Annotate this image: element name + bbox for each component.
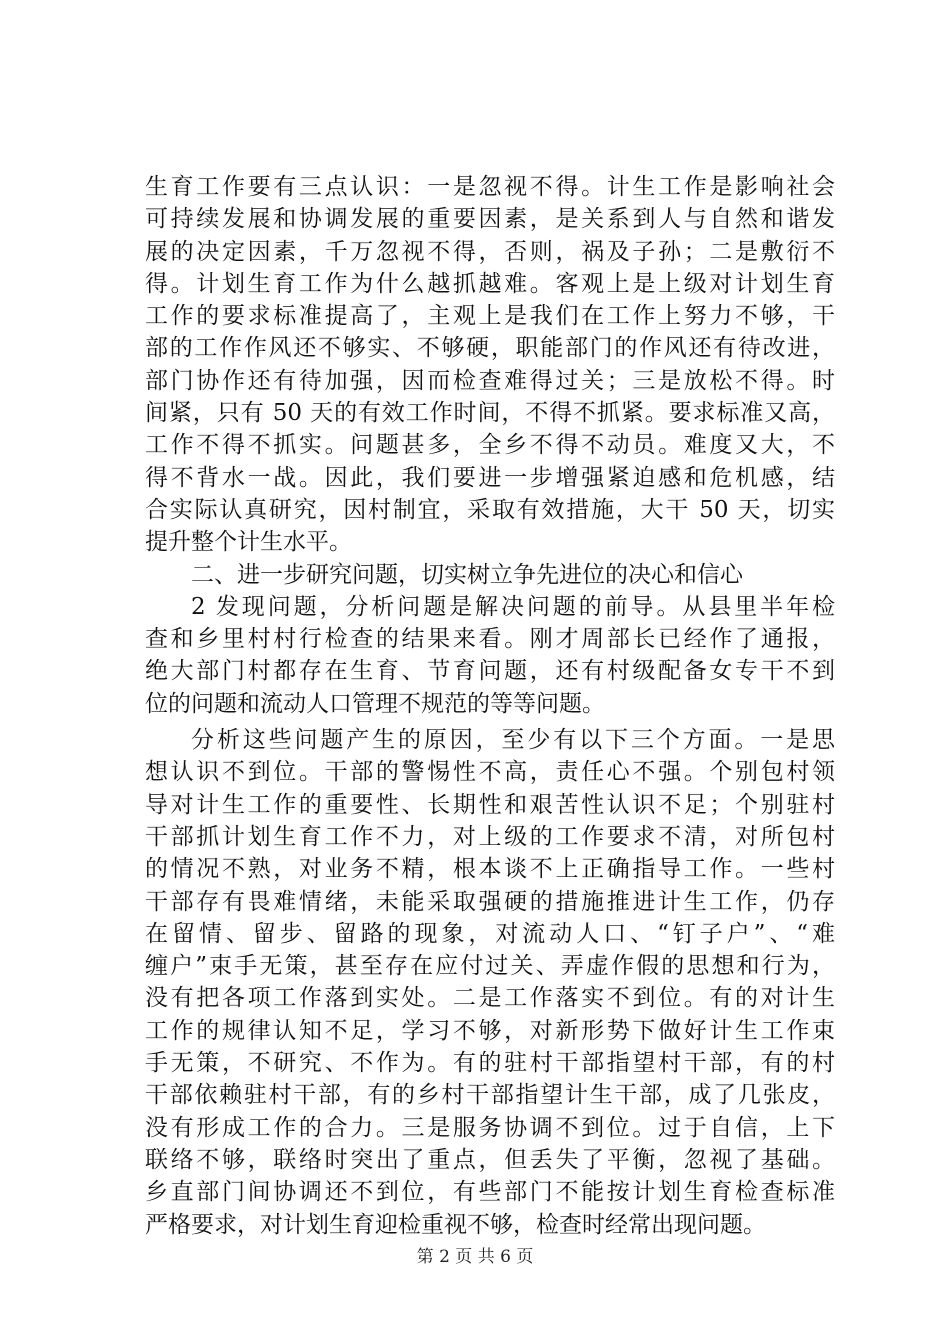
text-line: 生育工作要有三点认识：一是忽视不得。计生工作是影响社会 <box>145 174 835 200</box>
text-line: 的情况不熟，对业务不精，根本谈不上正确指导工作。一些村 <box>145 856 835 883</box>
text-line: 得。计划生育工作为什么越抓越难。客观上是上级对计划生育 <box>145 270 835 297</box>
page-number: 第 2 页 共 6 页 <box>416 1247 534 1267</box>
text-line: 2 发现问题，分析问题是解决问题的前导。从县里半年检 <box>191 593 835 620</box>
paragraph-awareness <box>145 171 835 559</box>
section-heading <box>145 559 835 591</box>
text-line: 提升整个计生水平。 <box>145 529 352 556</box>
text-line: 在留情、留步、留路的现象，对流动人口、“钉子户”、“难 <box>145 920 835 947</box>
text-line: 查和乡里村村行检查的结果来看。刚才周部长已经作了通报， <box>145 626 835 653</box>
text-line: 没有把各项工作落到实处。二是工作落实不到位。有的对计生 <box>145 985 835 1012</box>
text-line: 工作的规律认知不足，学习不够，对新形势下做好计生工作束 <box>145 1017 835 1044</box>
body-text <box>145 171 835 1241</box>
heading-line: 二、进一步研究问题，切实树立争先进位的决心和信心 <box>191 561 743 588</box>
paragraph-causes <box>145 724 835 1241</box>
text-line: 得不背水一战。因此，我们要进一步增强紧迫感和危机感，结 <box>145 464 835 491</box>
text-line: 干部存有畏难情绪，未能采取强硬的措施推进计生工作，仍存 <box>145 888 835 915</box>
paragraph-find-problems <box>145 591 835 720</box>
text-line: 干部依赖驻村干部，有的乡村干部指望计生干部，成了几张皮， <box>145 1082 835 1109</box>
text-line: 间紧，只有 50 天的有效工作时间，不得不抓紧。要求标准又高， <box>145 400 835 427</box>
text-line: 位的问题和流动人口管理不规范的等等问题。 <box>145 690 605 717</box>
text-line: 没有形成工作的合力。三是服务协调不到位。过于自信，上下 <box>145 1114 835 1141</box>
text-line: 想认识不到位。干部的警惕性不高，责任心不强。个别包村领 <box>145 759 835 786</box>
text-line: 部的工作作风还不够实、不够硬，职能部门的作风还有待改进， <box>145 335 835 362</box>
text-line: 导对计生工作的重要性、长期性和艰苦性认识不足；个别驻村 <box>145 791 835 818</box>
text-line: 展的决定因素，千万忽视不得，否则，祸及子孙；二是敷衍不 <box>145 238 835 265</box>
text-line: 部门协作还有待加强，因而检查难得过关；三是放松不得。时 <box>145 367 835 394</box>
text-line: 合实际认真研究，因村制宜，采取有效措施，大干 50 天，切实 <box>145 496 835 523</box>
text-line: 干部抓计划生育工作不力，对上级的工作要求不清，对所包村 <box>145 823 835 850</box>
text-line: 绝大部门村都存在生育、节育问题，还有村级配备女专干不到 <box>145 658 835 685</box>
text-line: 手无策，不研究、不作为。有的驻村干部指望村干部，有的村 <box>145 1050 835 1077</box>
text-line: 严格要求，对计划生育迎检重视不够，检查时经常出现问题。 <box>145 1211 766 1238</box>
text-line: 工作不得不抓实。问题甚多，全乡不得不动员。难度又大，不 <box>145 432 835 459</box>
page-footer <box>0 1246 950 1268</box>
text-line: 联络不够，联络时突出了重点，但丢失了平衡，忽视了基础。 <box>145 1146 835 1173</box>
text-line: 可持续发展和协调发展的重要因素，是关系到人与自然和谐发 <box>145 206 835 233</box>
text-line: 乡直部门间协调还不到位，有些部门不能按计划生育检查标准 <box>145 1179 835 1206</box>
text-line: 缠户”束手无策，甚至存在应付过关、弄虚作假的思想和行为， <box>145 953 835 980</box>
text-line: 工作的要求标准提高了，主观上是我们在工作上努力不够，干 <box>145 303 835 330</box>
text-line: 分析这些问题产生的原因，至少有以下三个方面。一是思 <box>191 727 835 754</box>
